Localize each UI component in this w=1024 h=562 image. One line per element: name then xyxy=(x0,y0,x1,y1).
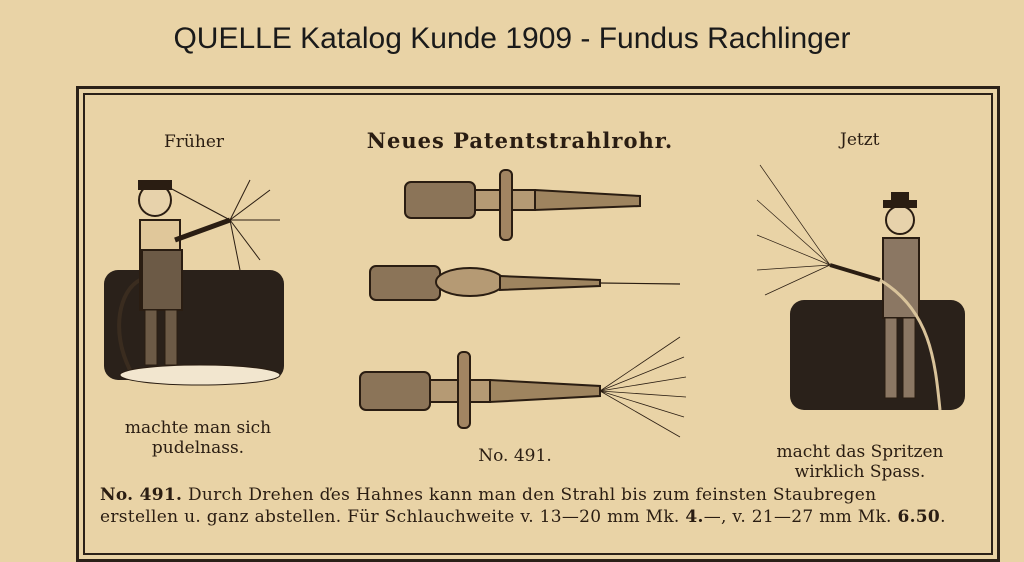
page-header-title: QUELLE Katalog Kunde 1909 - Fundus Rachlinger xyxy=(173,22,851,55)
product-caption: No. 491. xyxy=(478,446,552,466)
after-illustration xyxy=(755,160,970,440)
before-label: Früher xyxy=(164,132,225,152)
nozzle-1-icon xyxy=(405,170,640,240)
description-line-2-text-b: —, v. 21—27 mm Mk. xyxy=(703,507,898,527)
nozzle-3-icon xyxy=(360,337,686,437)
description-line-1-text: Durch Drehen ďes Hahnes kann man den Strahl bis zum feinsten Staubregen xyxy=(182,485,877,505)
before-caption-line-1: machte man sich xyxy=(124,418,272,438)
description-line-2-text-a: erstellen u. ganz abstellen. Für Schlauchweite v. 13—20 mm Mk. xyxy=(100,507,686,527)
after-caption-line-2: wirklich Spass. xyxy=(794,462,926,482)
nozzle-illustrations xyxy=(350,162,690,442)
description-line-1 xyxy=(100,484,980,506)
before-caption xyxy=(108,418,288,458)
product-description xyxy=(100,484,980,528)
nozzle-2-icon xyxy=(370,266,680,300)
catalog-title: Neues Patentstrahlrohr. xyxy=(366,128,674,153)
description-item-number: No. 491. xyxy=(100,485,183,505)
before-illustration xyxy=(100,160,300,420)
after-caption xyxy=(760,442,960,482)
before-caption-line-2: pudelnass. xyxy=(151,438,245,458)
price-small: 4. xyxy=(685,507,704,527)
price-large: 6.50 xyxy=(897,507,941,527)
after-label: Jetzt xyxy=(840,130,880,150)
description-line-2 xyxy=(100,506,980,528)
description-line-2-end: . xyxy=(940,507,946,527)
after-caption-line-1: macht das Spritzen xyxy=(776,442,944,462)
